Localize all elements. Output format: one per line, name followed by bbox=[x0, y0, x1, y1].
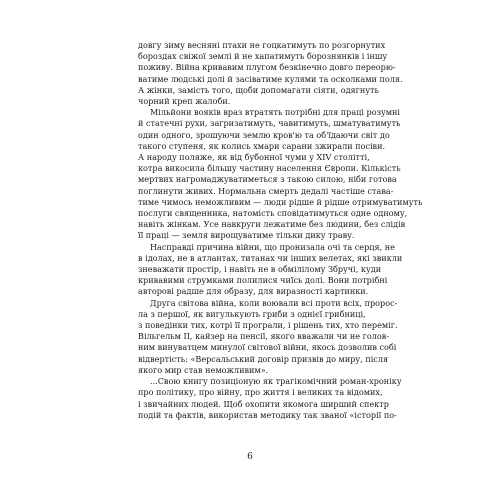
text-line: Насправді причина війни, що пронизала очі та серця, не bbox=[150, 241, 395, 252]
text-line: поживу. Війна кривавим плугом безкінечно довго переорю- bbox=[138, 62, 396, 73]
text-line: бороздах свіжої землі й не хапатимуть борознянків і іншу bbox=[138, 51, 388, 62]
text-line: з поведінки тих, котрі її програли, і рішень тих, хто переміг. bbox=[138, 320, 398, 331]
text-line: подій та фактів, використав методику так званої «історії по- bbox=[138, 409, 397, 420]
text-line: ним винуватцем минулої світової війни, якось дозволив собі bbox=[138, 342, 397, 353]
text-line: чорний креп жалоби. bbox=[138, 96, 231, 107]
text-line: в ідолах, не в атлантах, титанах чи інших велетах, які звикли bbox=[138, 252, 403, 263]
paragraph bbox=[138, 241, 403, 298]
text-line: тиме чимось неможливим — люди рідше й рідше отримуватимуть bbox=[138, 196, 423, 207]
paragraph bbox=[138, 297, 398, 376]
page-number: 6 bbox=[247, 452, 253, 462]
text-line: навіть жінкам. Усе навкруги лежатиме без людини, без слідів bbox=[138, 219, 406, 230]
text-line: якого мир став неможливим». bbox=[138, 364, 269, 375]
text-line: поглинути живих. Нормальна смерть дедалі частіше става- bbox=[138, 185, 394, 196]
body-text bbox=[138, 40, 423, 421]
text-line: її праці — земля вирощуватиме тільки дику траву. bbox=[138, 230, 355, 241]
paragraph bbox=[138, 376, 402, 421]
text-line: про політику, про війну, про життя і великих та відомих, bbox=[138, 387, 383, 398]
paragraph bbox=[138, 40, 403, 107]
text-line: А жінки, замість того, щоби допомагати сіяти, одягнуть bbox=[138, 84, 379, 95]
text-line: мертвих нагромаджуватиметься з такою силою, ніби готова bbox=[138, 174, 397, 185]
text-line: котра викосила більшу частину населення Європи. Кількість bbox=[138, 163, 401, 174]
text-line: Друга світова війна, коли воювали всі проти всіх, пророс- bbox=[150, 297, 398, 308]
text-line: довгу зиму весняні птахи не гоцкатимуть по розгорнутих bbox=[138, 40, 386, 50]
text-line: один одного, зрошуючи землю кров'ю та об'їдаючи світ до bbox=[138, 129, 390, 140]
text-line: Мільйони вояків враз втратять потрібні для праці розумні bbox=[150, 107, 401, 118]
text-line: і звичайних людей. Щоб охопити якомога ширший спектр bbox=[138, 398, 389, 409]
text-line: й статечні рухи, загризатимуть, чавитимуть, шматуватимуть bbox=[138, 118, 401, 129]
text-line: ...Свою книгу позиціоную як трагікомічний роман-хроніку bbox=[150, 376, 402, 387]
text-line: зневажати простір, і навіть не в обмілілому Збручі, куди bbox=[138, 264, 382, 275]
text-line: такого ступеня, як колись хмари сарани зжирали посіви. bbox=[138, 140, 386, 151]
paragraph bbox=[138, 107, 423, 241]
text-line: ватиме людські долі й засіватиме кулями та осколками поля. bbox=[138, 73, 403, 84]
text-line: ла з першої, як вигулькують гриби з однієї грибниці, bbox=[138, 308, 366, 319]
text-line: відвертість: «Версальський договір призвів до миру, після bbox=[138, 353, 389, 364]
text-line: авторові радше для образу, для виразності картинки. bbox=[138, 286, 369, 297]
text-line: кривавими струмками полилися чиїсь долі. Вони потрібні bbox=[138, 275, 388, 286]
text-line: послуги священника, натомість сповідатимуться одне одному, bbox=[138, 208, 408, 219]
text-line: А народу поляже, як від бубонної чуми у XIV століттi, bbox=[138, 152, 370, 163]
text-line: Вільгельм II, кайзер на пенсії, якого вважали чи не голов- bbox=[138, 331, 390, 342]
